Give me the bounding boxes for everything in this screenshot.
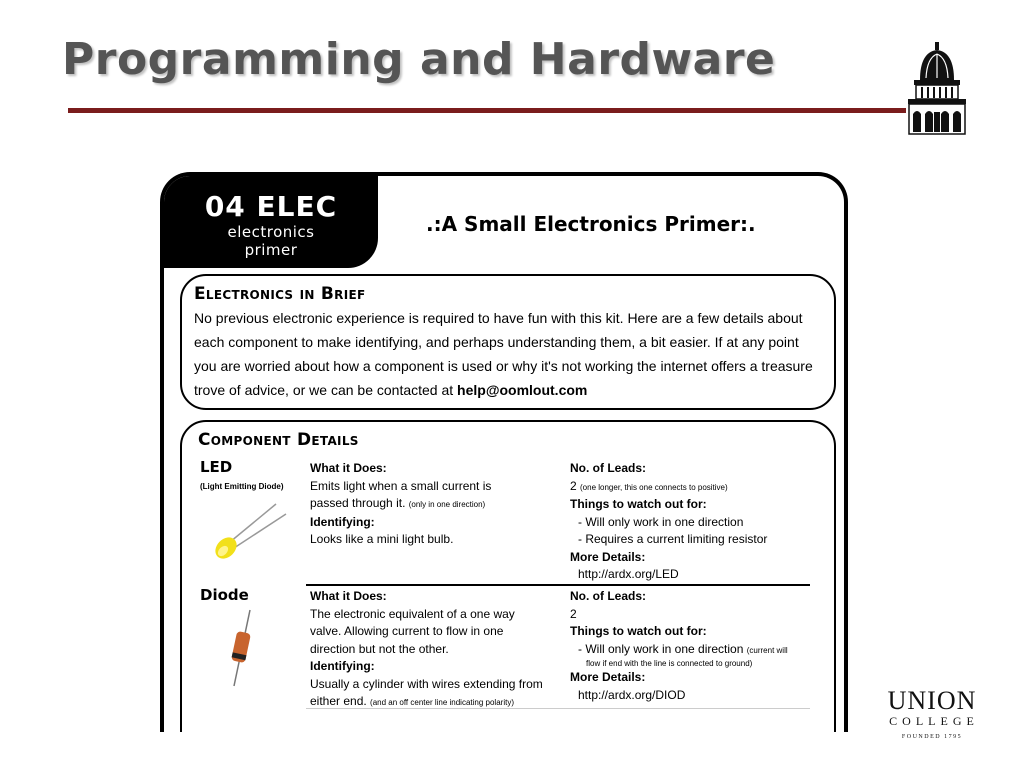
led-leads-heading: No. of Leads:	[570, 461, 647, 475]
led-leads-value: 2	[570, 478, 581, 493]
diode-ident-heading: Identifying:	[310, 659, 375, 673]
led-more-heading: More Details:	[570, 549, 646, 564]
led-what-heading: What it Does:	[310, 461, 387, 475]
led-leads-column	[570, 460, 820, 584]
led-watch-2: - Requires a current limiting resistor	[578, 532, 768, 546]
led-ident-text: Looks like a mini light bulb.	[310, 532, 454, 546]
diode-more-heading: More Details:	[570, 670, 646, 684]
primer-title: .:A Small Electronics Primer:.	[426, 212, 756, 236]
led-component-icon	[210, 500, 290, 562]
primer-tag-code: 04 ELEC	[204, 190, 338, 223]
diode-what-text1: The electronic equivalent of a one way	[310, 606, 515, 621]
diode-watch-note2: flow if end with the line is connected to ground)	[586, 659, 753, 668]
diode-watch-note1: (current will	[746, 645, 788, 655]
led-what-text1: Emits light when a small current is	[310, 478, 492, 493]
led-what-note: (only in one direction)	[408, 500, 486, 509]
led-name: LED	[200, 458, 233, 476]
contact-email: help@oomlout.com	[457, 382, 588, 398]
led-leads-note: (one longer, this one connects to positive)	[580, 482, 728, 492]
diode-ident-text2: either end.	[310, 694, 371, 708]
brief-text: No previous electronic experience is required to have fun with this kit. Here are a few details about each component to make identifying, and perhaps understanding them, a bit easier. If at any point you are worried about how a component is used or why it's not working the internet offers a treasure trove of advice, or we can be contacted at help@oomlout.com	[194, 310, 813, 398]
diode-name: Diode	[200, 586, 249, 604]
led-what-column	[310, 460, 560, 549]
diode-leads-column	[570, 588, 820, 704]
component-divider	[306, 584, 810, 586]
diode-ident-text1: Usually a cylinder with wires extending from	[310, 676, 543, 691]
union-college-logo	[882, 688, 982, 740]
diode-leads-heading: No. of Leads:	[570, 589, 647, 603]
led-more-url[interactable]: http://ardx.org/LED	[578, 567, 679, 581]
slide-title: Programming and Hardware	[62, 34, 776, 85]
diode-watch-heading: Things to watch out for:	[570, 624, 707, 638]
led-watch-1: - Will only work in one direction	[578, 514, 744, 529]
led-subname: (Light Emitting Diode)	[200, 482, 284, 491]
brief-heading: Electronics in Brief	[194, 284, 366, 304]
union-nott-memorial-dome-icon	[906, 42, 968, 136]
diode-what-text2: valve. Allowing current to flow in one	[310, 624, 504, 638]
led-ident-heading: Identifying:	[310, 514, 375, 529]
component-details-panel	[180, 420, 836, 732]
diode-watch-1: - Will only work in one direction	[578, 641, 747, 656]
led-watch-heading: Things to watch out for:	[570, 497, 707, 511]
led-what-text2: passed through it.	[310, 496, 409, 510]
component-divider-bottom	[306, 708, 810, 709]
diode-leads-value: 2	[570, 606, 577, 621]
diode-what-heading: What it Does:	[310, 589, 387, 603]
diode-component-icon	[222, 608, 262, 688]
logo-college: COLLEGE	[889, 714, 979, 728]
electronics-primer-document	[160, 172, 848, 732]
diode-what-column	[310, 588, 560, 712]
title-rule	[68, 108, 906, 113]
details-heading: Component Details	[198, 430, 359, 450]
logo-founded: FOUNDED 1795	[901, 734, 963, 740]
primer-tag-line2: primer	[244, 241, 298, 259]
diode-what-text3: direction but not the other.	[310, 641, 449, 656]
diode-ident-note: (and an off center line indicating polarity)	[370, 698, 514, 707]
electronics-in-brief-panel	[180, 274, 836, 410]
primer-tag-line1: electronics	[227, 223, 315, 241]
diode-more-url[interactable]: http://ardx.org/DIOD	[578, 687, 686, 702]
primer-tag	[164, 176, 378, 268]
logo-union: UNION	[887, 686, 977, 715]
